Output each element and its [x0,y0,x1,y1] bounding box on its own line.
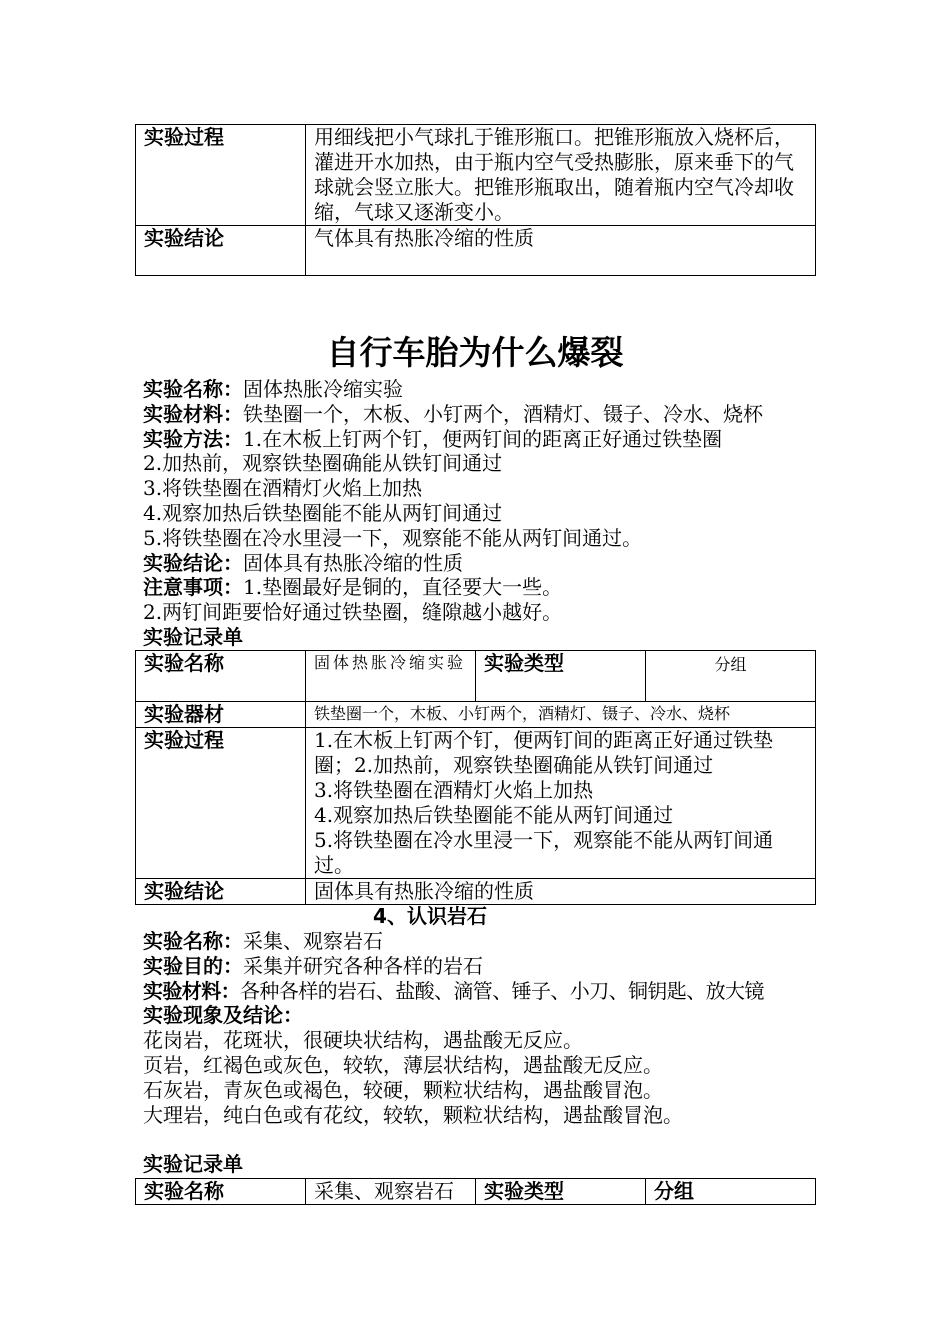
materials-line [143,402,823,427]
table-row [136,1179,816,1205]
table-row [136,702,816,728]
equipment-label: 实验器材 [136,702,306,728]
table-row [136,879,816,905]
table-row [136,226,816,276]
rock-description [143,929,823,1127]
conclusion-value: 固体具有热胀冷缩的性质 [306,879,816,905]
equipment-value: 铁垫圈一个，木板、小钉两个，酒精灯、镊子、冷水、烧杯 [306,702,816,728]
name-label: 实验名称： [143,929,243,953]
name-label: 实验名称 [136,1179,306,1205]
experiment-table-solid [135,650,816,905]
page-title: 自行车胎为什么爆裂 [326,333,624,372]
type-value: 分组 [646,1179,816,1205]
method-step: 2.加热前，观察铁垫圈确能从铁钉间通过 [143,451,503,476]
materials-label: 实验材料： [143,978,240,1003]
section-heading: 4、认识岩石 [373,904,487,928]
experiment-table-gas [135,124,816,276]
method-label: 实验方法： [143,426,243,451]
phenomenon-item: 石灰岩，青灰色或褐色，较硬，颗粒状结构，遇盐酸冒泡。 [143,1077,663,1102]
method-line [143,427,823,452]
name-label: 实验名称： [143,377,243,401]
process-value: 1.在木板上钉两个钉，便两钉间的距离正好通过铁垫圈；2.加热前，观察铁垫圈确能从铁钉间通过 3.将铁垫圈在酒精灯火焰上加热 4.观察加热后铁垫圈能不能从两钉间通过 5.将铁垫圈在冷水里浸一下，观察能不能从两钉间通过。 [306,728,816,879]
process-label: 实验过程 [136,125,306,226]
purpose-line [143,954,823,979]
table-row [136,125,816,226]
method-step: 3.将铁垫圈在酒精灯火焰上加热 [143,476,423,501]
method-step: 4.观察加热后铁垫圈能不能从两钉间通过 [143,500,503,525]
materials-value: 各种各样的岩石、盐酸、滴管、锤子、小刀、铜钥匙、放大镜 [240,978,764,1003]
name-value: 采集、观察岩石 [306,1179,476,1205]
phenomenon-item: 花岗岩，花斑状，很硬块状结构，遇盐酸无反应。 [143,1028,583,1053]
type-label: 实验类型 [476,651,646,702]
materials-value: 铁垫圈一个，木板、小钉两个，酒精灯、镊子、冷水、烧杯 [243,401,763,426]
method-first: 1.在木板上钉两个钉，便两钉间的距离正好通过铁垫圈 [243,426,723,451]
purpose-label: 实验目的： [143,953,243,978]
phenomenon-item: 大理岩，纯白色或有花纹，较软，颗粒状结构，遇盐酸冒泡。 [143,1102,683,1127]
conclusion-label: 实验结论： [143,550,243,575]
experiment-description [143,377,823,650]
conclusion-label: 实验结论 [136,879,306,905]
record-title: 实验记录单 [143,624,243,649]
type-label: 实验类型 [476,1179,646,1205]
table-row [136,651,816,702]
name-line [143,377,823,402]
name-value: 采集、观察岩石 [243,929,383,953]
method-step: 5.将铁垫圈在冷水里浸一下，观察能不能从两钉间通过。 [143,525,643,550]
conclusion-label: 实验结论 [136,226,306,276]
notes-line [143,575,823,600]
materials-label: 实验材料： [143,401,243,426]
conclusion-value: 气体具有热胀冷缩的性质 [306,226,816,276]
phenomena-label: 实验现象及结论： [143,1003,303,1028]
purpose-value: 采集并研究各种各样的岩石 [243,953,483,978]
record-title: 实验记录单 [143,1152,243,1176]
type-value: 分组 [646,651,816,702]
name-label: 实验名称 [136,651,306,702]
conclusion-line [143,551,823,576]
notes-label: 注意事项： [143,575,243,600]
notes-first: 1.垫圈最好是铜的，直径要大一些。 [243,575,563,600]
process-value: 用细线把小气球扎于锥形瓶口。把锥形瓶放入烧杯后，灌进开水加热，由于瓶内空气受热膨胀，原来垂下的气球就会竖立胀大。把锥形瓶取出，随着瓶内空气冷却收缩，气球又逐渐变小。 [306,125,816,226]
name-line [143,929,823,954]
notes-second: 2.两钉间距要恰好通过铁垫圈，缝隙越小越好。 [143,600,563,625]
rock-record-table [135,1178,816,1205]
name-value: 固体热胀冷缩实验 [243,377,403,401]
table-row [136,728,816,879]
phenomenon-item: 页岩，红褐色或灰色，较软，薄层状结构，遇盐酸无反应。 [143,1052,663,1077]
conclusion-value: 固体具有热胀冷缩的性质 [243,550,463,575]
materials-line [143,979,823,1004]
name-value: 固体热胀冷缩实验 [306,651,476,702]
process-label: 实验过程 [136,728,306,879]
